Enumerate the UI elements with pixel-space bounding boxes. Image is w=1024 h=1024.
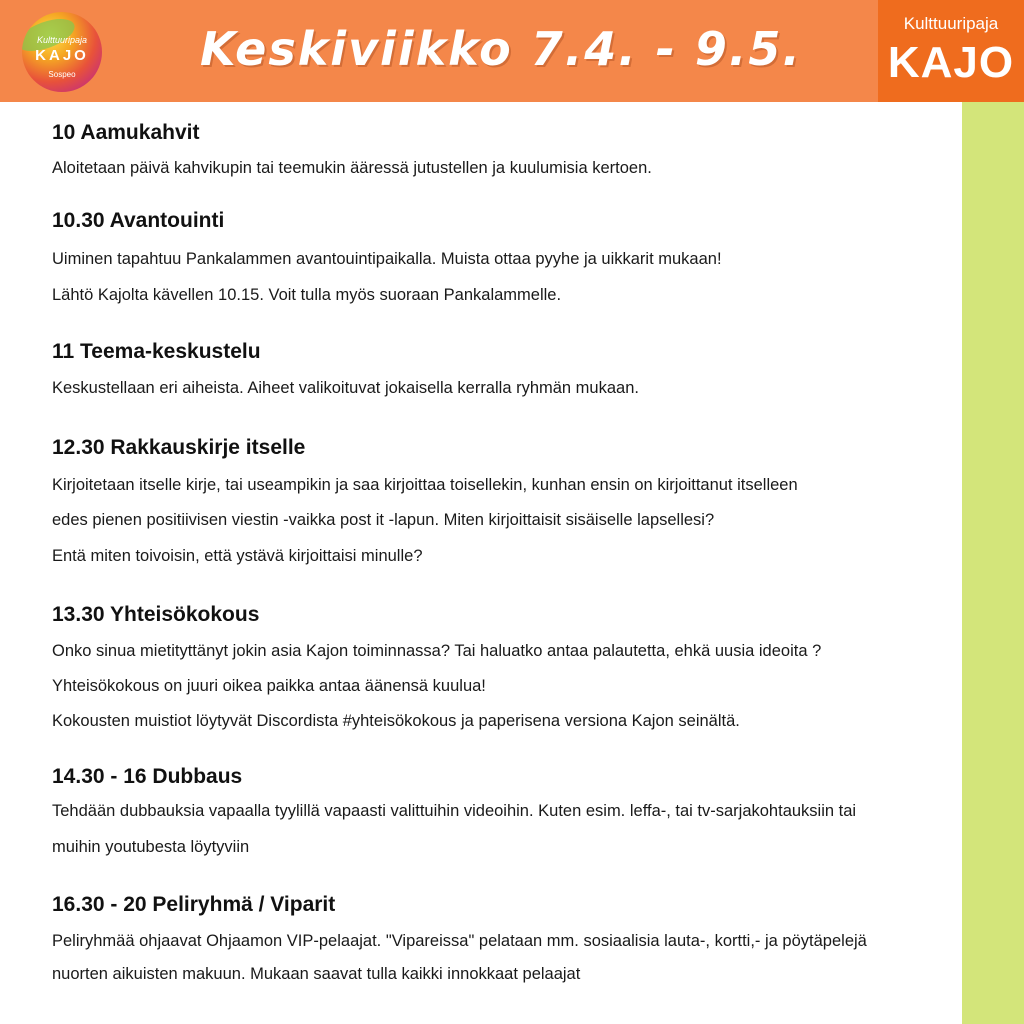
schedule-heading: 16.30 - 20 Peliryhmä / Viparit bbox=[52, 893, 336, 916]
schedule-text: Kokousten muistiot löytyvät Discordista #yhteisökokous ja paperisena versiona Kajon seinältä. bbox=[52, 712, 740, 730]
schedule-text: Yhteisökokous on juuri oikea paikka antaa äänensä kuulua! bbox=[52, 677, 486, 695]
schedule-text: Entä miten toivoisin, että ystävä kirjoittaisi minulle? bbox=[52, 547, 423, 565]
logo-text-main: KAJO bbox=[35, 47, 89, 64]
logo-text-top: Kulttuuripaja bbox=[36, 35, 88, 45]
brand-subtitle: Kulttuuripaja bbox=[903, 14, 999, 33]
schedule-text: Aloitetaan päivä kahvikupin tai teemukin ääressä jutustellen ja kuulumisia kertoen. bbox=[52, 159, 652, 177]
schedule-text: Onko sinua mietityttänyt jokin asia Kajon toiminnassa? Tai haluatko antaa palautetta, ehkä uusia ideoita ? bbox=[52, 642, 822, 660]
schedule-text: Uiminen tapahtuu Pankalammen avantouintipaikalla. Muista ottaa pyyhe ja uikkarit mukaan! bbox=[52, 250, 722, 268]
schedule-list bbox=[52, 0, 952, 1024]
schedule-text: Tehdään dubbauksia vapaalla tyylillä vapaasti valittuihin videoihin. Kuten esim. leffa-, tai tv-sarjakohtauksiin tai bbox=[52, 802, 857, 820]
schedule-text: Peliryhmää ohjaavat Ohjaamon VIP-pelaajat. "Vipareissa" pelataan mm. sosiaalisia lauta-, kortti,- ja pöytäpelejä bbox=[52, 932, 867, 950]
page-title: Keskiviikko 7.4. - 9.5. bbox=[200, 22, 802, 76]
schedule-text: nuorten aikuisten makuun. Mukaan saavat tulla kaikki innokkaat pelaajat bbox=[52, 965, 581, 983]
schedule-heading: 11 Teema-keskustelu bbox=[52, 340, 261, 363]
schedule-text: Keskustellaan eri aiheista. Aiheet valikoituvat jokaisella kerralla ryhmän mukaan. bbox=[52, 379, 639, 397]
brand-title: KAJO bbox=[887, 38, 1015, 87]
schedule-text: Lähtö Kajolta kävellen 10.15. Voit tulla myös suoraan Pankalammelle. bbox=[52, 286, 562, 304]
schedule-text: edes pienen positiivisen viestin -vaikka post it -lapun. Miten kirjoittaisit sisäiselle lapsellesi? bbox=[52, 511, 715, 529]
schedule-heading: 14.30 - 16 Dubbaus bbox=[52, 765, 243, 788]
schedule-heading: 10.30 Avantouinti bbox=[52, 209, 225, 232]
schedule-text: muihin youtubesta löytyviin bbox=[52, 838, 250, 856]
schedule-heading: 12.30 Rakkauskirje itselle bbox=[52, 436, 306, 459]
logo-text-bottom: Sospeo bbox=[48, 70, 76, 79]
schedule-heading: 13.30 Yhteisökokous bbox=[52, 603, 260, 626]
side-accent-bar bbox=[962, 102, 1024, 1024]
schedule-heading: 10 Aamukahvit bbox=[52, 121, 200, 144]
schedule-text: Kirjoitetaan itselle kirje, tai useampikin ja saa kirjoittaa toisellekin, kunhan ensin on kirjoittanut itselleen bbox=[52, 476, 798, 494]
